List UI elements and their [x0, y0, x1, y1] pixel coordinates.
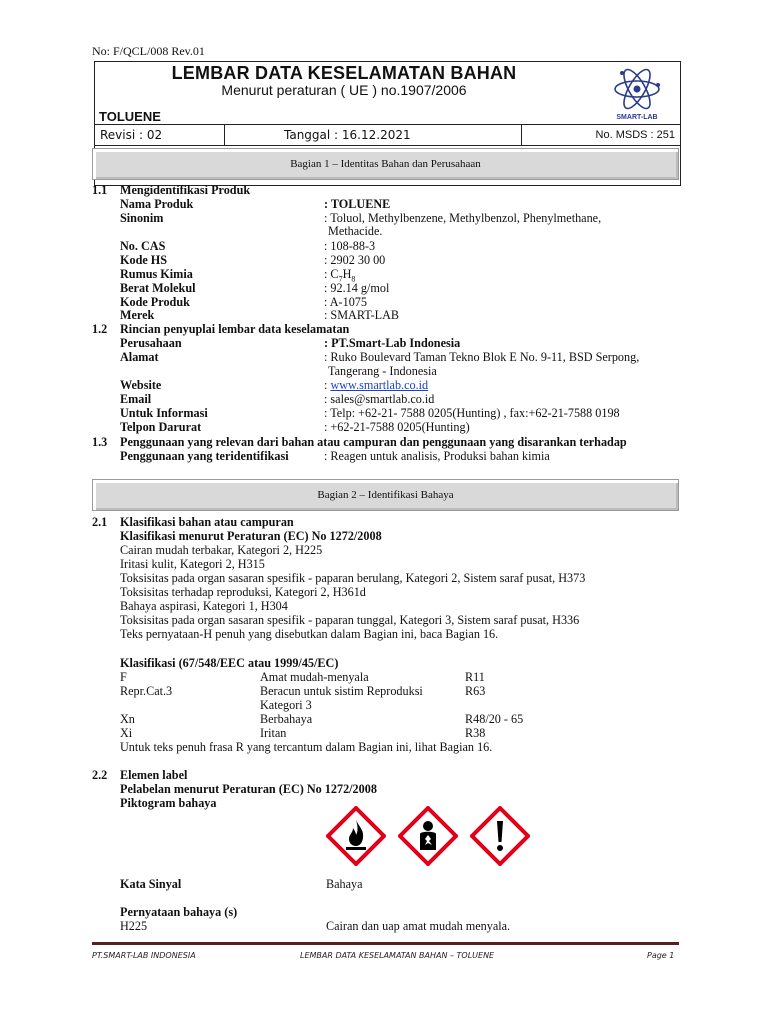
classification-item: Bahaya aspirasi, Kategori 1, H304 — [120, 599, 288, 613]
subsection-title: Penggunaan yang relevan dari bahan atau campuran dan penggunaan yang disarankan terhadap — [120, 435, 627, 449]
field-value: : PT.Smart-Lab Indonesia — [324, 336, 461, 350]
page-title: LEMBAR DATA KESELAMATAN BAHAN — [171, 63, 517, 83]
field-value: : 2902 30 00 — [324, 253, 386, 267]
msds-number: No. MSDS : 251 — [595, 129, 675, 141]
classification-item: Cairan mudah terbakar, Kategori 2, H225 — [120, 543, 323, 557]
section-number: 1.1 — [92, 183, 108, 197]
field-value: : A-1075 — [324, 295, 367, 309]
field-label: Berat Molekul — [120, 281, 196, 295]
section-number: 2.2 — [92, 768, 108, 782]
field-value: : TOLUENE — [324, 197, 391, 211]
footer-page-number: Page 1 — [647, 951, 675, 960]
field-value: : 108-88-3 — [324, 239, 376, 253]
eec-code: Xn — [120, 712, 135, 726]
divider — [521, 125, 522, 145]
website-field: : www.smartlab.co.id — [324, 378, 429, 392]
subsection-title: Elemen label — [120, 768, 188, 782]
field-label: Perusahaan — [120, 336, 182, 350]
eec-code: F — [120, 670, 127, 684]
field-label: Untuk Informasi — [120, 406, 208, 420]
page-subtitle: Menurut peraturan ( UE ) no.1907/2006 — [221, 82, 467, 98]
subsection-subtitle: Pelabelan menurut Peraturan (EC) No 1272/2008 — [120, 782, 377, 796]
field-value-continued: Methacide. — [328, 224, 383, 238]
divider — [224, 125, 225, 145]
field-label: Sinonim — [120, 211, 164, 225]
eec-r-phrase: R63 — [465, 684, 486, 698]
field-label: Alamat — [120, 350, 159, 364]
health-hazard-icon — [398, 806, 458, 866]
section-1-header: Bagian 1 – Identitas Bahan dan Perusahaan — [92, 148, 679, 180]
eec-classification-title: Klasifikasi (67/548/EEC atau 1999/45/EC) — [120, 656, 339, 670]
classification-note: Teks pernyataan-H penuh yang disebutkan dalam Bagian ini, baca Bagian 16. — [120, 627, 499, 641]
signal-word-label: Kata Sinyal — [120, 877, 182, 891]
field-label: Nama Produk — [120, 197, 194, 211]
footer-divider — [92, 942, 679, 945]
field-label: Telpon Darurat — [120, 420, 202, 434]
section-2-header: Bagian 2 – Identifikasi Bahaya — [92, 479, 679, 511]
eec-code: Xi — [120, 726, 133, 740]
field-value: : Telp: +62-21- 7588 0205(Hunting) , fax:+62-21-7588 0198 — [324, 406, 620, 420]
field-value-continued: Tangerang - Indonesia — [328, 364, 437, 378]
field-label: Kode Produk — [120, 295, 190, 309]
field-label: No. CAS — [120, 239, 166, 253]
document-number: No: F/QCL/008 Rev.01 — [92, 44, 205, 58]
field-label: Penggunaan yang teridentifikasi — [120, 449, 289, 463]
eec-note: Untuk teks penuh frasa R yang tercantum dalam Bagian ini, lihat Bagian 16. — [120, 740, 493, 754]
subsection-subtitle: Klasifikasi menurut Peraturan (EC) No 1272/2008 — [120, 529, 382, 543]
section-number: 2.1 — [92, 515, 108, 529]
product-name: TOLUENE — [99, 109, 161, 124]
classification-item: Iritasi kulit, Kategori 2, H315 — [120, 557, 265, 571]
subsection-title: Mengidentifikasi Produk — [120, 183, 251, 197]
classification-item: Toksisitas pada organ sasaran spesifik - paparan tunggal, Kategori 3, Sistem saraf pusat, H336 — [120, 613, 580, 627]
field-value: : 92.14 g/mol — [324, 281, 390, 295]
chemical-formula: : $C_7H_8$ — [324, 267, 356, 284]
eec-r-phrase: R38 — [465, 726, 486, 740]
website-link[interactable]: www.smartlab.co.id — [330, 378, 429, 392]
field-value: : SMART-LAB — [324, 308, 400, 322]
subsection-title: Rincian penyuplai lembar data keselamatan — [120, 322, 350, 336]
field-label: Merek — [120, 308, 155, 322]
eec-description: Iritan — [260, 726, 287, 740]
classification-item: Toksisitas pada organ sasaran spesifik - paparan berulang, Kategori 2, Sistem saraf pusat, H373 — [120, 571, 586, 585]
eec-code: Repr.Cat.3 — [120, 684, 173, 698]
pictogram-label: Piktogram bahaya — [120, 796, 217, 810]
field-value: : +62-21-7588 0205(Hunting) — [324, 420, 470, 434]
section-number: 1.3 — [92, 435, 108, 449]
eec-description: Beracun untuk sistim Reproduksi — [260, 684, 423, 698]
revision-number: Revisi : 02 — [100, 128, 163, 142]
eec-description: Amat mudah-menyala — [260, 670, 369, 684]
footer-company: PT.SMART-LAB INDONESIA — [92, 951, 196, 960]
hazard-code: H225 — [120, 919, 148, 933]
field-value: : Ruko Boulevard Taman Tekno Blok E No. 9-11, BSD Serpong, — [324, 350, 640, 364]
revision-date: Tanggal : 16.12.2021 — [284, 128, 411, 142]
signal-word-value: Bahaya — [326, 877, 363, 891]
field-label: Website — [120, 378, 162, 392]
hazard-statement-label: Pernyataan bahaya (s) — [120, 905, 238, 919]
field-label: Email — [120, 392, 152, 406]
section-number: 1.2 — [92, 322, 108, 336]
eec-description: Berbahaya — [260, 712, 313, 726]
subsection-title: Klasifikasi bahan atau campuran — [120, 515, 294, 529]
eec-r-phrase: R11 — [465, 670, 485, 684]
field-value: : Toluol, Methylbenzene, Methylbenzol, Phenylmethane, — [324, 211, 602, 225]
footer-document-title: LEMBAR DATA KESELAMATAN BAHAN – TOLUENE — [300, 951, 495, 960]
field-label: Rumus Kimia — [120, 267, 193, 281]
classification-item: Toksisitas terhadap reproduksi, Kategori 2, H361d — [120, 585, 366, 599]
field-value: : Reagen untuk analisis, Produksi bahan kimia — [324, 449, 550, 463]
exclamation-mark-icon — [470, 806, 530, 866]
svg-text:SMART-LAB: SMART-LAB — [616, 114, 658, 121]
revision-row — [94, 124, 681, 146]
hazard-text: Cairan dan uap amat mudah menyala. — [326, 919, 511, 933]
eec-r-phrase: R48/20 - 65 — [465, 712, 524, 726]
field-label: Kode HS — [120, 253, 168, 267]
smartlab-logo — [606, 63, 668, 123]
field-value: : sales@smartlab.co.id — [324, 392, 435, 406]
flame-icon — [326, 806, 386, 866]
eec-description: Kategori 3 — [260, 698, 312, 712]
